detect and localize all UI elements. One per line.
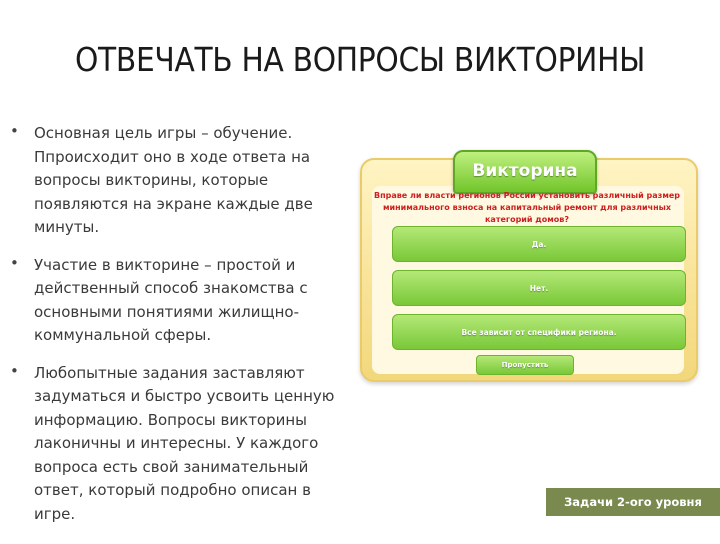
bullet-item (10, 254, 340, 348)
quiz-answer-button[interactable]: Нет. (392, 270, 686, 306)
quiz-question: Вправе ли власти регионов России установить различный размер минимального взноса на капитальный ремонт для различных категорий домов? (373, 191, 681, 224)
bullet-marker: • (10, 253, 19, 272)
bullet-marker: • (10, 122, 19, 140)
bullet-text: Участие в викторине – простой и действенный способ знакомства с основными понятиями жилищно-коммунальной сферы. (34, 255, 308, 344)
quiz-skip-button[interactable]: Пропустить (476, 355, 574, 375)
quiz-answer-button[interactable]: Все зависит от специфики региона. (392, 314, 686, 350)
bullet-item (10, 122, 340, 240)
bullet-item (10, 362, 340, 527)
bullet-text: Основная цель игры – обучение. Ппроисходит оно в ходе ответа на вопросы викторины, которые появляются на экране каждые две минуты. (34, 124, 313, 236)
bullet-text: Любопытные задания заставляют задуматься и быстро усвоить ценную информацию. Вопросы викторины лаконичны и интересны. У каждого вопроса есть свой занимательный ответ, который подробно описан в игре. (34, 363, 335, 523)
slide-title: ОТВЕЧАТЬ НА ВОПРОСЫ ВИКТОРИНЫ (74, 40, 646, 79)
bullet-list (10, 122, 340, 540)
bullet-marker: • (10, 361, 19, 380)
quiz-answer-button[interactable]: Да. (392, 226, 686, 262)
quiz-header: Викторина (453, 150, 597, 194)
level-badge: Задачи 2-ого уровня игры (546, 488, 720, 516)
